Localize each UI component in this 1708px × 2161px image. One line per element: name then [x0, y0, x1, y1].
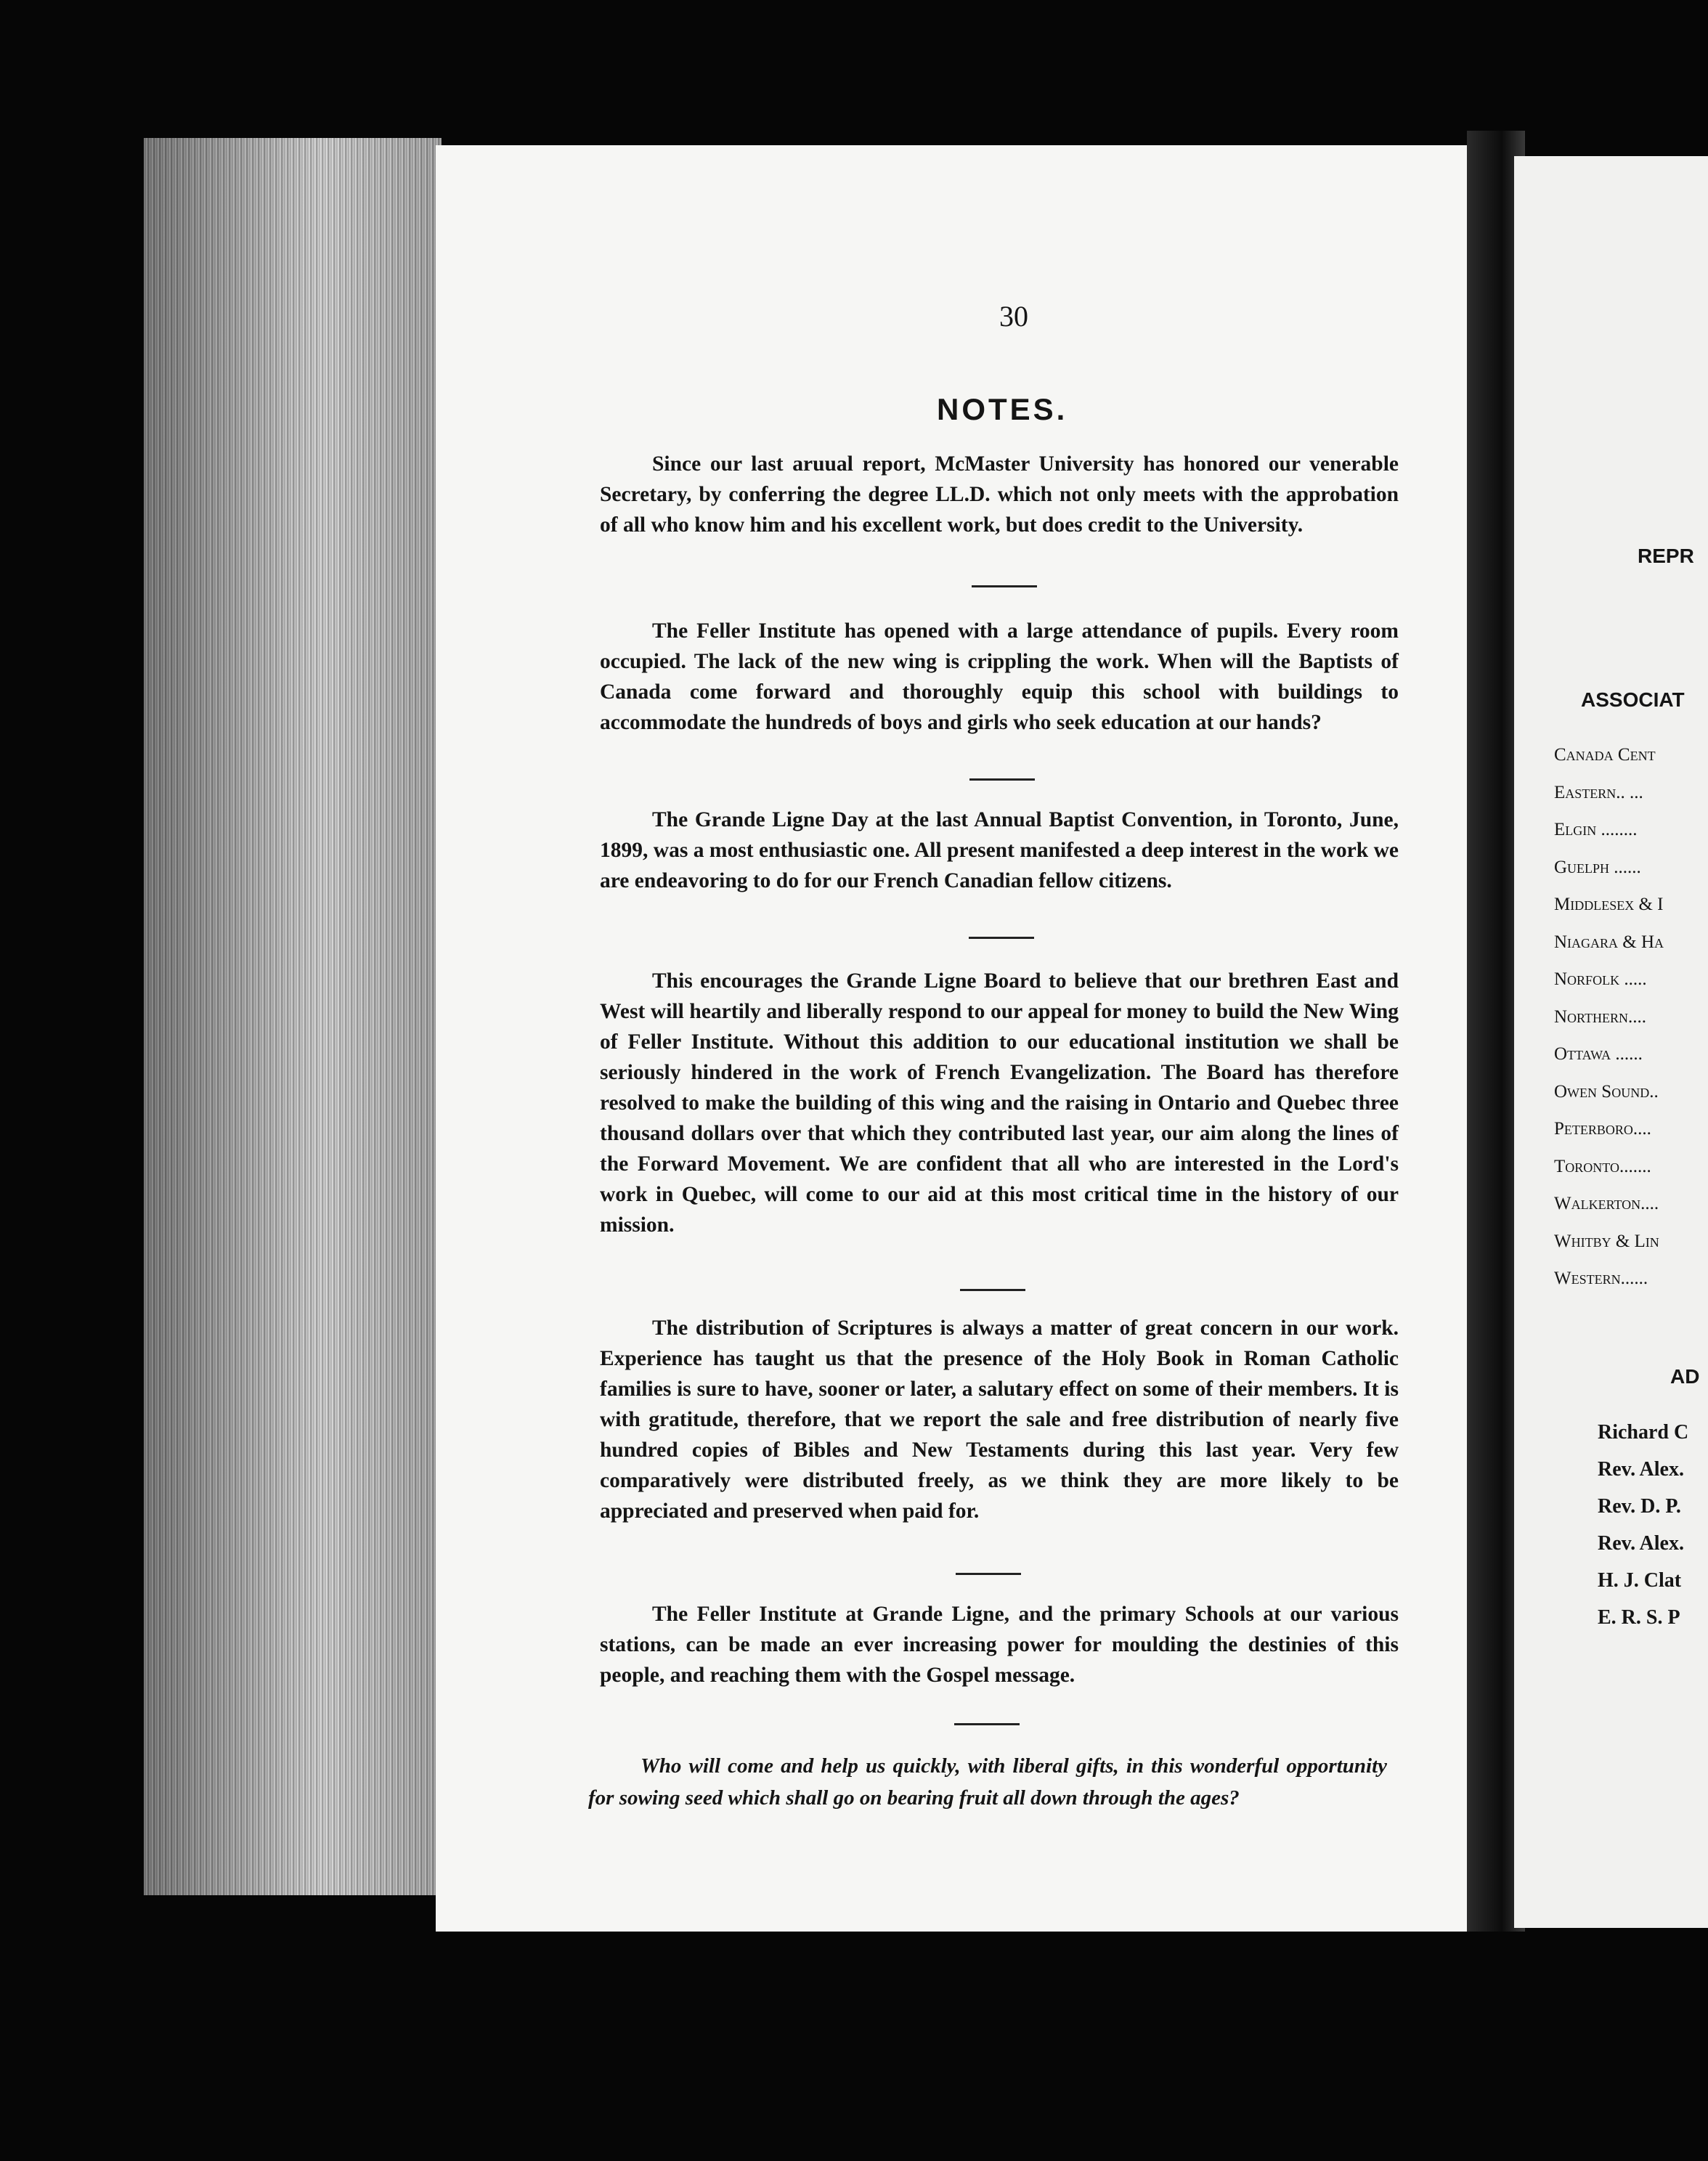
divider-rule [960, 1289, 1025, 1291]
paragraph-text: The Grande Ligne Day at the last Annual Baptist Convention, in Toronto, June, 1899, was a most enthusiastic one. All present manifested a deep interest in the work we are endeavoring to do for our French Canadian fellow citizens. [600, 808, 1399, 892]
paragraph [600, 616, 1399, 738]
right-page [1514, 156, 1708, 1928]
associations-heading: ASSOCIAT [1581, 688, 1685, 711]
paragraph [600, 1599, 1399, 1690]
advisory-heading: AD [1670, 1365, 1700, 1388]
divider-rule [972, 585, 1037, 587]
divider-rule [956, 1573, 1021, 1575]
paragraph-text: The Feller Institute at Grande Ligne, and the primary Schools at our various stations, can be made an ever increasing power for moulding the destinies of this people, and reaching them with the Gospel message. [600, 1603, 1399, 1687]
list-item: Whitby & Lin [1554, 1231, 1659, 1251]
list-item: Canada Cent [1554, 745, 1656, 765]
names-list [1598, 1414, 1688, 1636]
list-item: Toronto....... [1554, 1156, 1651, 1176]
paragraph [600, 805, 1399, 896]
list-item: Peterboro.... [1554, 1119, 1651, 1139]
paragraph [600, 966, 1399, 1240]
list-item: Niagara & Ha [1554, 932, 1664, 952]
list-item: Norfolk ..... [1554, 969, 1647, 989]
book-page-edges [144, 138, 442, 1895]
divider-rule [969, 937, 1034, 939]
list-item: Guelph ...... [1554, 857, 1641, 877]
list-item: Rev. Alex. [1598, 1458, 1684, 1481]
divider-rule [969, 778, 1035, 781]
list-item: Elgin ........ [1554, 820, 1638, 839]
paragraph-text: Since our last aruual report, McMaster University has honored our venerable Secretary, by conferring the degree LL.D. which not only meets with the approbation of all who know him and his excellent work, but does credit to the University. [600, 452, 1399, 537]
page-number: 30 [999, 300, 1028, 333]
closing-appeal [588, 1750, 1387, 1814]
paragraph [600, 1313, 1399, 1526]
list-item: H. J. Clat [1598, 1569, 1682, 1592]
list-item: Richard C [1598, 1421, 1689, 1444]
paragraph-text: The distribution of Scriptures is always a matter of great concern in our work. Experience has taught us that the presence of the Holy Book in Roman Catholic families is sure to have, sooner or later, a salutary effect on some of their members. It is with gratitude, therefore, that we report the sale and free distribution of nearly five hundred copies of Bibles and New Testaments during this last year. Very few comparatively were distributed freely, as we think they are more likely to be appreciated and preserved when paid for. [600, 1316, 1399, 1523]
list-item: Rev. Alex. [1598, 1532, 1684, 1555]
list-item: Eastern.. ... [1554, 782, 1643, 802]
divider-rule [954, 1723, 1020, 1725]
representatives-heading: REPR [1638, 545, 1694, 567]
paragraph-text: The Feller Institute has opened with a large attendance of pupils. Every room occupied. The lack of the new wing is crippling the work. When will the Baptists of Canada come forward and thoroughly equip this school with buildings to accommodate the hundreds of boys and girls who seek education at our hands? [600, 619, 1399, 734]
paragraph-text: This encourages the Grande Ligne Board to believe that our brethren East and West will heartily and liberally respond to our appeal for money to build the New Wing of Feller Institute. Without this addition to our educational institution we shall be seriously hindered in the work of French Evangelization. The Board has therefore resolved to make the building of this wing and the raising in Ontario and Quebec three thousand dollars over that which they contributed last year, our aim along the lines of the Forward Movement. We are confident that all who are interested in the Lord's work in Quebec, will come to our aid at this most critical time in the history of our mission. [600, 969, 1399, 1237]
notes-heading: NOTES. [937, 392, 1068, 426]
list-item: E. R. S. P [1598, 1606, 1680, 1629]
closing-text: Who will come and help us quickly, with liberal gifts, in this wonderful opportunity for sowing seed which shall go on bearing fruit all down through the ages? [588, 1754, 1387, 1810]
list-item: Northern.... [1554, 1006, 1646, 1027]
associations-list [1554, 736, 1664, 1298]
list-item: Middlesex & I [1554, 895, 1664, 914]
list-item: Walkerton.... [1554, 1194, 1659, 1213]
list-item: Rev. D. P. [1598, 1495, 1681, 1518]
paragraph [600, 449, 1399, 540]
list-item: Western...... [1554, 1269, 1648, 1288]
list-item: Ottawa ...... [1554, 1044, 1643, 1064]
list-item: Owen Sound.. [1554, 1081, 1659, 1102]
